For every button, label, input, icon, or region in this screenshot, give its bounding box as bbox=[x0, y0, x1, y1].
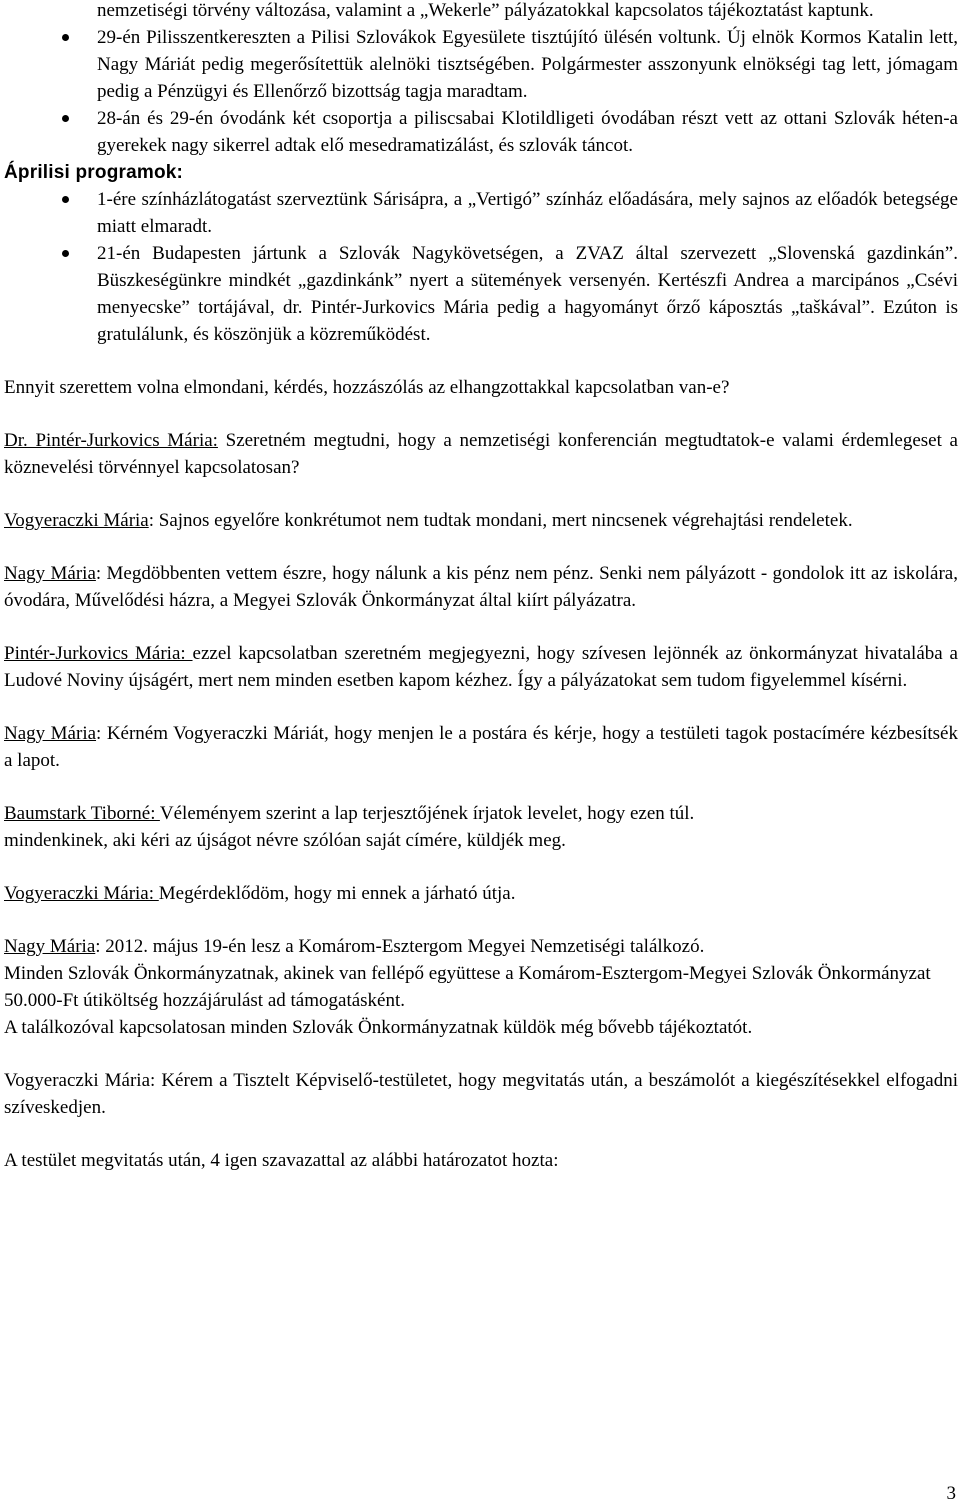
list-item bbox=[4, 240, 958, 348]
dialogue-line: mindenkinek, aki kéri az újságot névre szólóan saját címére, küldjék meg. bbox=[4, 830, 566, 851]
speaker-name: Vogyeraczki Mária bbox=[4, 510, 149, 531]
dialogue-text: ezzel kapcsolatban szeretném megjegyezni, hogy szívesen lejönnék az önkormányzat hivatalába a Ludové Noviny újságért, mert nem minden esetben kapom kézhez. Így a pályázatokat sem tudom figyelemmel kísérni. bbox=[4, 643, 958, 691]
document-body bbox=[4, 0, 958, 1174]
closing-paragraph: Vogyeraczki Mária: Kérem a Tisztelt Képviselő-testületet, hogy megvitatás után, a beszámolót a kiegészítésekkel elfogadni szíveskedjen. bbox=[4, 1070, 958, 1118]
dialogue-line bbox=[4, 933, 958, 960]
list-item bbox=[4, 105, 958, 159]
dialogue-text: Véleményem szerint a lap terjesztőjének írjatok levelet, hogy ezen túl. bbox=[159, 803, 695, 824]
speaker-name: Nagy Mária bbox=[4, 563, 96, 584]
dialogue-line bbox=[4, 800, 958, 827]
bullet-icon bbox=[62, 115, 69, 122]
dialogue-text: : Megdöbbenten vettem észre, hogy nálunk a kis pénz nem pénz. Senki nem pályázott - gondolok itt az iskolára, óvodára, Művelődési házra, a Megyei Szlovák Önkormányzat által kiírt pályázatra. bbox=[4, 563, 958, 611]
speaker-name: Nagy Mária bbox=[4, 936, 96, 957]
speaker-name: Nagy Mária bbox=[4, 723, 97, 744]
dialogue-text: Szeretném megtudni, hogy a nemzetiségi konferencián megtudtatok-e valami érdemlegeset a köznevelési törvénnyel kapcsolatosan? bbox=[4, 430, 958, 478]
dialogue-text: : 2012. május 19-én lesz a Komárom-Esztergom Megyei Nemzetiségi találkozó. bbox=[95, 936, 705, 957]
nagy-final-entry bbox=[4, 933, 958, 1041]
intro-paragraph: nemzetiségi törvény változása, valamint a „Wekerle” pályázatokkal kapcsolatos tájékoztatást kaptunk. bbox=[97, 0, 874, 21]
speaker-name: Vogyeraczki Mária: bbox=[4, 883, 159, 904]
list-item-text: 21-én Budapesten jártunk a Szlovák Nagykövetségen, a ZVAZ által szervezett „Slovenská gazdinkán”. Büszkeségünkre mindkét „gazdinkánk” nyert a sütemények versenyén. Kertészfi Andrea a marcipános „Csévi menyecske” tortájával, dr. Pintér-Jurkovics Mária pedig a hagyományt őrző káposztás „taškával”. Ezúton is gratulálunk, és köszönjük a közreműködést. bbox=[97, 243, 958, 345]
dialogue-entry bbox=[4, 507, 958, 534]
page-number: 3 bbox=[946, 1483, 956, 1504]
list-item bbox=[4, 24, 958, 105]
bullet-icon bbox=[62, 34, 69, 41]
dialogue-text: Megérdeklődöm, hogy mi ennek a járható útja. bbox=[158, 883, 516, 904]
april-events-list bbox=[4, 186, 958, 348]
resolution-paragraph: A testület megvitatás után, 4 igen szavazattal az alábbi határozatot hozta: bbox=[4, 1150, 559, 1171]
speaker-name: Baumstark Tiborné: bbox=[4, 803, 160, 824]
list-item-text: 1-ére színházlátogatást szerveztünk Sárisápra, a „Vertigó” színház előadására, mely sajnos az előadók betegsége miatt elmaradt. bbox=[97, 189, 958, 237]
april-programs-heading: Áprilisi programok: bbox=[4, 162, 184, 183]
baumstark-entry bbox=[4, 800, 958, 854]
dialogue-text: : Sajnos egyelőre konkrétumot nem tudtak mondani, mert nincsenek végrehajtási rendeletek. bbox=[148, 510, 853, 531]
dialogue-entry bbox=[4, 880, 958, 907]
speaker-name: Pintér-Jurkovics Mária: bbox=[4, 643, 193, 664]
list-item-text: 28-án és 29-én óvodánk két csoportja a piliscsabai Klotildligeti óvodában részt vett az ottani Szlovák héten-a gyerekek nagy sikerrel adtak elő mesedramatizálást, és szlovák táncot. bbox=[97, 108, 958, 156]
list-item bbox=[4, 186, 958, 240]
speaker-name: Dr. Pintér-Jurkovics Mária: bbox=[4, 430, 218, 451]
list-item-text: 29-én Pilisszentkereszten a Pilisi Szlovákok Egyesülete tisztújító ülésén voltunk. Új elnök Kormos Katalin lett, Nagy Máriát pedig megerősítettük alelnöki tisztségében. Polgármester asszonyunk elnökségi tag lett, jómagam pedig a Pénzügyi és Ellenőrző bizottság tagja maradtam. bbox=[97, 27, 958, 102]
dialogue-line: A találkozóval kapcsolatosan minden Szlovák Önkormányzatnak küldök még bővebb tájékoztatót. bbox=[4, 1017, 753, 1038]
question-paragraph: Ennyit szerettem volna elmondani, kérdés, hozzászólás az elhangzottakkal kapcsolatban van-e? bbox=[4, 377, 730, 398]
dialogue-entry bbox=[4, 640, 958, 694]
bullet-icon bbox=[62, 196, 69, 203]
dialogue-entry bbox=[4, 560, 958, 614]
bullet-icon bbox=[62, 250, 69, 257]
march-events-list bbox=[4, 24, 958, 159]
dialogue-entry bbox=[4, 720, 958, 774]
dialogue-text: : Kérném Vogyeraczki Máriát, hogy menjen le a postára és kérje, hogy a testületi tagok postacímére kézbesítsék a lapot. bbox=[4, 723, 958, 771]
dialogue-line: Minden Szlovák Önkormányzatnak, akinek van fellépő együttese a Komárom-Esztergom-Megyei Szlovák Önkormányzat 50.000-Ft útiköltség hozzájárulást ad támogatásként. bbox=[4, 963, 931, 1011]
dialogue-entry bbox=[4, 427, 958, 481]
